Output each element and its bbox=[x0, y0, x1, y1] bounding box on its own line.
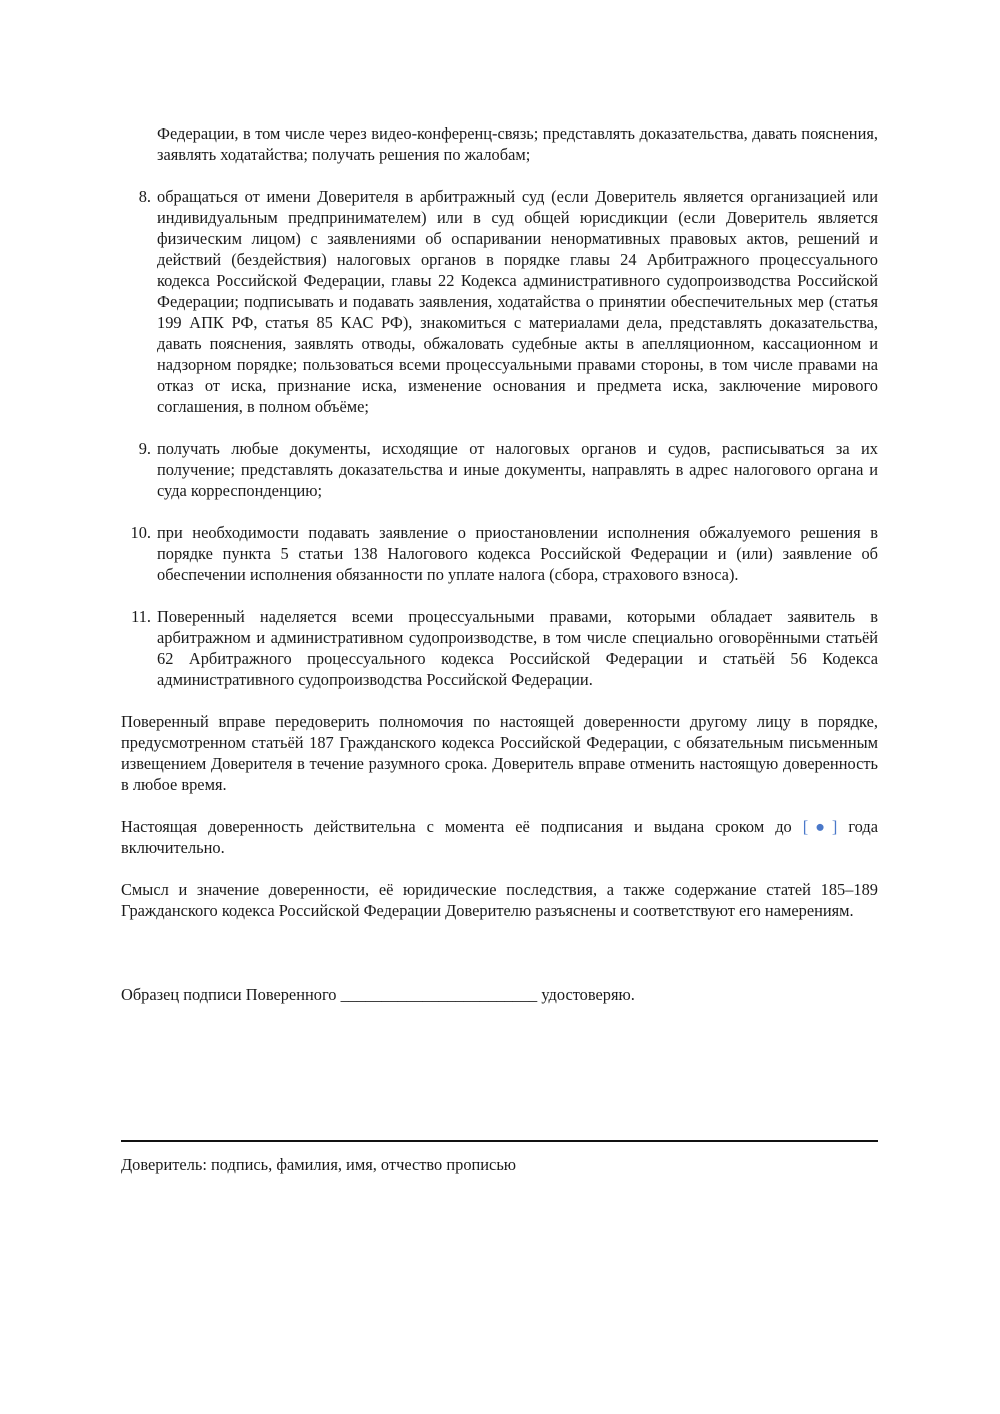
list-item bbox=[121, 438, 878, 501]
signature-sample-line bbox=[121, 984, 878, 1005]
item-text: Поверенный наделяется всеми процессуальными правами, которыми обладает заявитель в арбитражном и административном судопроизводстве, в том числе специально оговорёнными статьёй 62 Арбитражного процессуального кодекса Российской Федерации и статьёй 56 Кодекса административного судопроизводства Российской Федерации. bbox=[157, 607, 878, 689]
date-placeholder[interactable]: [●] bbox=[802, 817, 838, 836]
delegation-paragraph: Поверенный вправе передоверить полномочия по настоящей доверенности другому лицу в порядке, предусмотренном статьёй 187 Гражданского кодекса Российской Федерации, с обязательным письменным извещением Доверителя в течение разумного срока. Доверитель вправе отменить настоящую доверенность в любое время. bbox=[121, 712, 878, 794]
signature-blank[interactable]: ________________________ bbox=[340, 985, 538, 1004]
item-text: обращаться от имени Доверителя в арбитражный суд (если Доверитель является организацией или индивидуальным предпринимателем) или в суд общей юрисдикции (если Доверитель является физическим лицом) с заявлениями об оспаривании ненормативных правовых актов, решений и действий (бездействия) налоговых органов в порядке главы 24 Арбитражного процессуального кодекса Российской Федерации, главы 22 Кодекса административного судопроизводства Российской Федерации; подписывать и подавать заявления, ходатайства о принятии обеспечительных мер (статья 199 АПК РФ, статья 85 КАС РФ), знакомиться с материалами дела, представлять доказательства, давать пояснения, заявлять отводы, обжаловать судебные акты в апелляционном, кассационном и надзорном порядке; пользоваться всеми процессуальными правами стороны, в том числе правами на отказ от иска, признание иска, изменение основания и предмета иска, заключение мирового соглашения, в полном объёме; bbox=[157, 187, 878, 416]
validity-text-end: года включительно. bbox=[121, 817, 879, 857]
list-item bbox=[121, 186, 878, 417]
item-number: 9. bbox=[138, 439, 151, 458]
document-body bbox=[121, 123, 878, 1005]
validity-text-start: Настоящая доверенность действительна с момента её подписания и выдана сроком до bbox=[121, 817, 803, 836]
item-text: получать любые документы, исходящие от налоговых органов и судов, расписываться за их получение; представлять доказательства и иные документы, направлять в адрес налогового органа и суда корреспонденцию; bbox=[157, 439, 878, 500]
signature-rule bbox=[121, 1140, 878, 1142]
signature-label: Образец подписи Поверенного bbox=[121, 985, 341, 1004]
item-number: 11. bbox=[131, 607, 151, 626]
explanation-paragraph: Смысл и значение доверенности, её юридические последствия, а также содержание статей 185–189 Гражданского кодекса Российской Федерации Доверителю разъяснены и соответствуют его намерениям. bbox=[121, 880, 878, 920]
list-item bbox=[121, 522, 878, 585]
list-item bbox=[121, 606, 878, 690]
validity-paragraph bbox=[121, 816, 878, 858]
item-number: 10. bbox=[130, 523, 151, 542]
principal-signature-caption: Доверитель: подпись, фамилия, имя, отчество прописью bbox=[121, 1155, 517, 1174]
item-7-continuation: Федерации, в том числе через видео-конференц-связь; представлять доказательства, давать пояснения, заявлять ходатайства; получать решения по жалобам; bbox=[157, 124, 878, 164]
powers-list bbox=[121, 186, 878, 690]
signature-suffix: удостоверяю. bbox=[537, 985, 635, 1004]
item-text: при необходимости подавать заявление о приостановлении исполнения обжалуемого решения в порядке пункта 5 статьи 138 Налогового кодекса Российской Федерации и (или) заявление об обеспечении исполнения обязанности по уплате налога (сбора, страхового взноса). bbox=[157, 523, 878, 584]
item-number: 8. bbox=[138, 187, 151, 206]
